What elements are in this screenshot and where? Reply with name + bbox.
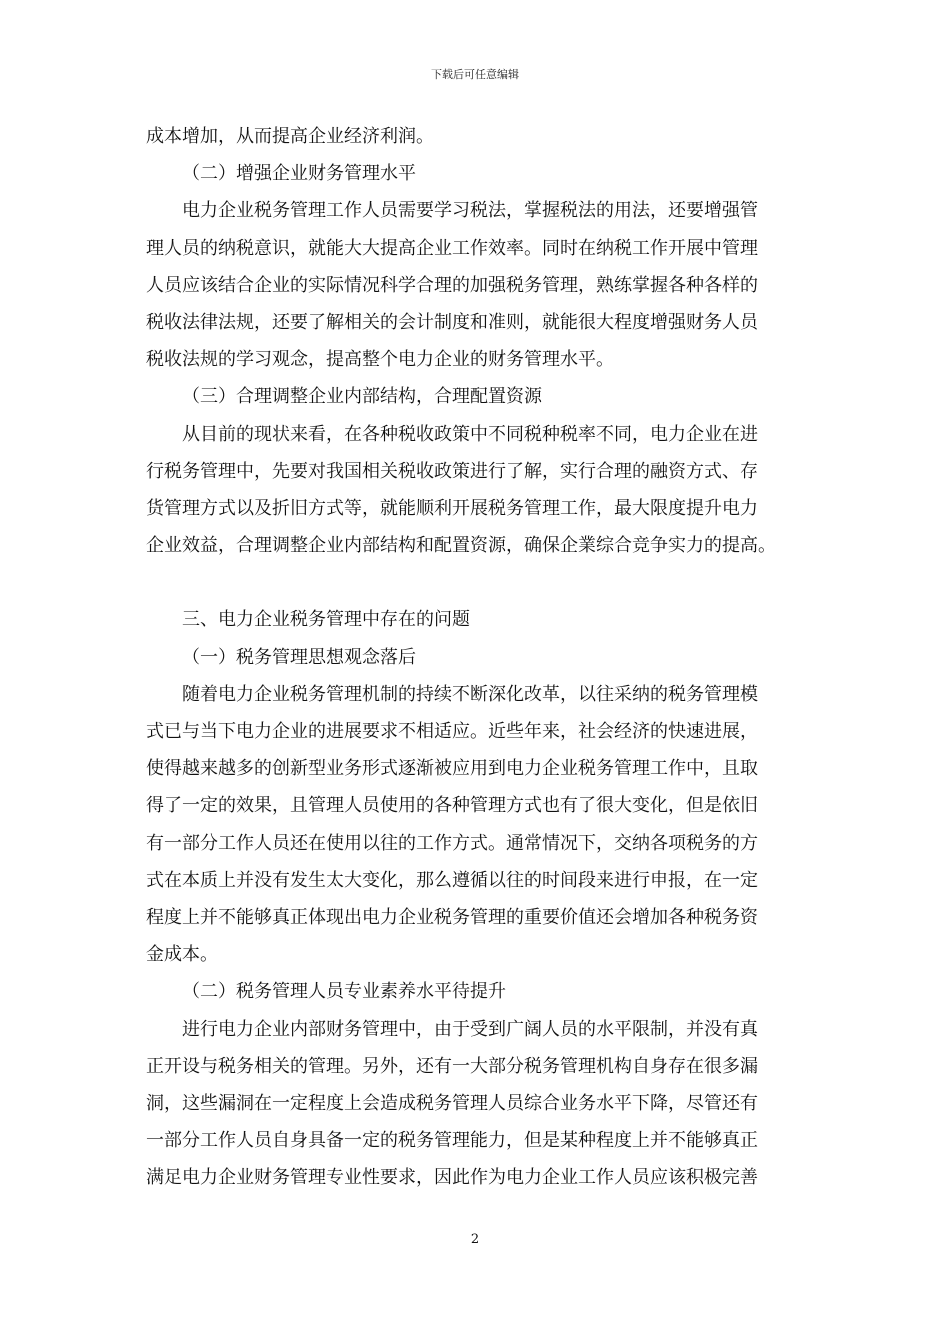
paragraph-line: 进行电力企业内部财务管理中，由于受到广阔人员的水平限制，并没有真 (182, 1018, 758, 1040)
paragraph-line: 成本增加，从而提高企业经济利润。 (146, 126, 434, 147)
paragraph-line: 洞，这些漏洞在一定程度上会造成税务管理人员综合业务水平下降，尽管还有 (146, 1092, 758, 1114)
paragraph-line: 程度上并不能够真正体现出电力企业税务管理的重要价值还会增加各种税务资 (146, 906, 758, 928)
paragraph-line: 满足电力企业财务管理专业性要求，因此作为电力企业工作人员应该积极完善 (146, 1167, 758, 1189)
paragraph-line: 随着电力企业税务管理机制的持续不断深化改革，以往采纳的税务管理模 (182, 683, 758, 705)
paragraph-line: 企业效益，合理调整企业内部结构和配置资源，确保企業综合竞争实力的提高。 (146, 535, 776, 557)
subsection-heading: （三）合理调整企业内部结构，合理配置资源 (182, 386, 542, 408)
paragraph-line: 有一部分工作人员还在使用以往的工作方式。通常情况下，交纳各项税务的方 (146, 832, 758, 854)
paragraph-line: 得了一定的效果，且管理人员使用的各种管理方式也有了很大变化，但是依旧 (146, 795, 758, 817)
paragraph-line: 从目前的现状来看，在各种税收政策中不同税种税率不同，电力企业在进 (182, 423, 758, 445)
paragraph-line: 行税务管理中，先要对我国相关税收政策进行了解，实行合理的融资方式、存 (146, 460, 758, 482)
section-heading: 三、电力企业税务管理中存在的问题 (182, 609, 470, 631)
paragraph-line: 电力企业税务管理工作人员需要学习税法，掌握税法的用法，还要增强管 (182, 200, 758, 222)
paragraph-line: 货管理方式以及折旧方式等，就能顺利开展税务管理工作，最大限度提升电力 (146, 497, 758, 519)
paragraph-line: 式在本质上并没有发生太大变化，那么遵循以往的时间段来进行申报，在一定 (146, 869, 758, 891)
paragraph-line: 式已与当下电力企业的进展要求不相适应。近些年来，社会经济的快速进展， (146, 721, 758, 742)
paragraph-line: 理人员的纳税意识，就能大大提高企业工作效率。同时在纳税工作开展中管理 (146, 237, 758, 259)
document-body (146, 118, 806, 1196)
paragraph-line: 人员应该结合企业的实际情况科学合理的加强税务管理，熟练掌握各种各样的 (146, 274, 758, 296)
subsection-heading: （二）税务管理人员专业素养水平待提升 (182, 981, 506, 1003)
paragraph-line: 税收法规的学习观念，提高整个电力企业的财务管理水平。 (146, 349, 614, 371)
subsection-heading: （一）税务管理思想观念落后 (182, 646, 416, 668)
paragraph-line: 金成本。 (146, 944, 218, 966)
paragraph-line: 使得越来越多的创新型业务形式逐渐被应用到电力企业税务管理工作中，且取 (146, 758, 758, 780)
paragraph-line: 正开设与税务相关的管理。另外，还有一大部分税务管理机构自身存在很多漏 (146, 1055, 758, 1077)
subsection-heading: （二）增强企业财务管理水平 (182, 163, 416, 185)
page-header: 下载后可任意编辑 (431, 68, 519, 81)
blank-line (146, 564, 806, 601)
paragraph-line: 税收法律法规，还要了解相关的会计制度和准则，就能很大程度增强财务人员 (146, 311, 758, 333)
page-number: 2 (470, 1232, 480, 1247)
paragraph-line: 一部分工作人员自身具备一定的税务管理能力，但是某种程度上并不能够真正 (146, 1130, 758, 1152)
